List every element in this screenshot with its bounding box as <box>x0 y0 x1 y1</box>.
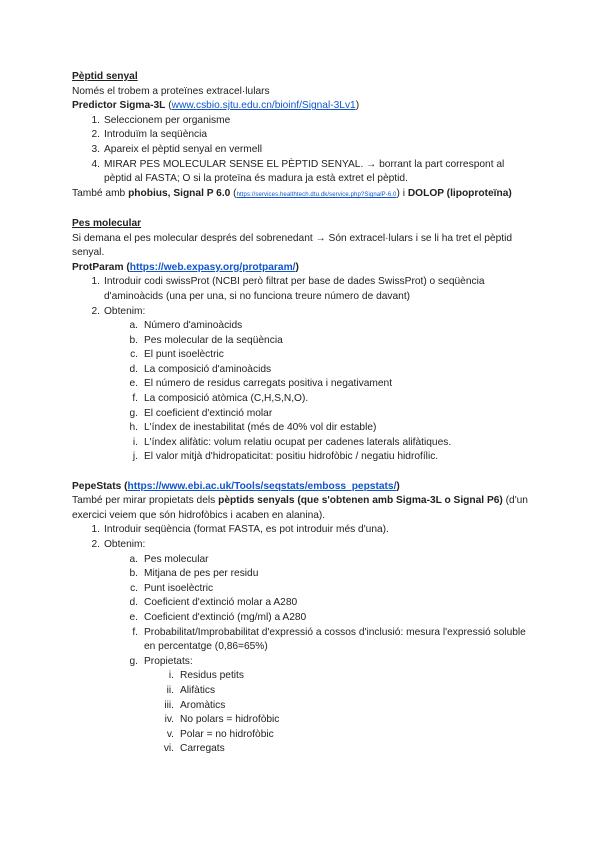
list-item: vi. Carregats <box>163 743 225 755</box>
list-item: j. El valor mitjà d'hidropaticitat: positiu hidrofòbic / negatiu hidrofílic. <box>132 451 439 463</box>
list-item: c. Punt isoelèctric <box>130 582 214 594</box>
list-item: 1. Introduir codi swissProt (NCBI però filtrat per base de dades SwissProt) o seqüència d'aminoàcids (una per una, si no funciona treure número de davant) <box>91 276 485 302</box>
mw-steps-list <box>72 275 534 319</box>
section-heading-molecular-weight: Pes molecular <box>72 217 142 229</box>
list-item: e. El número de residus carregats positiva i negativament <box>129 378 393 390</box>
mw-intro: Si demana el pes molecular després del sobrenedant → Són extracel·lulars i se li ha tret el pèptid senyal. <box>72 232 512 259</box>
list-item: 4. MIRAR PES MOLECULAR SENSE EL PÈPTID SENYAL. → borrant la part correspont al pèptid al FASTA; O si la proteïna és madura ja està extret el pèptid. <box>91 158 505 185</box>
mw-tool-line: ProtParam (https://web.expasy.org/protparam/) <box>72 261 299 273</box>
signal-tool-name: Predictor Sigma-3L <box>72 100 166 112</box>
list-item: b. Mitjana de pes per residu <box>129 568 259 580</box>
list-item: a. Pes molecular <box>129 553 209 565</box>
pepe-tool-line: PepeStats (https://www.ebi.ac.uk/Tools/seqstats/emboss_pepstats/) <box>72 480 400 492</box>
list-item: iv. No polars = hidrofòbic <box>164 714 280 726</box>
list-item: f. Probabilitat/Improbabilitat d'expressió a cossos d'inclusió: mesura l'expressió soluble en percentatge (0,86=65%) <box>132 626 526 653</box>
signal-tool-line: Predictor Sigma-3L (www.csbio.sjtu.edu.cn/bioinf/Signal-3Lv1) <box>72 100 360 112</box>
pepe-steps-list <box>72 523 534 552</box>
signal-also-last: DOLOP (lipoproteïna) <box>407 187 512 199</box>
list-item: c. El punt isoelèctric <box>130 349 224 361</box>
mw-tool-name: ProtParam <box>72 261 124 273</box>
list-item: b. Pes molecular de la seqüència <box>129 334 283 346</box>
pepe-tool-name: PepeStats <box>72 480 122 492</box>
list-item: 2. Obtenim: <box>91 539 146 550</box>
list-item: g. El coeficient d'extinció molar <box>129 407 273 419</box>
list-item: g. Propietats: <box>129 655 193 667</box>
signal-also-line: També amb phobius, Signal P 6.0 (https://services.healthtech.dtu.dk/service.php?SignalP-6.0) i DOLOP (lipoproteïna) <box>72 187 512 199</box>
list-item: a. Número d'aminoàcids <box>129 320 243 332</box>
list-item: i. L'índex alifàtic: volum relatiu ocupat per cadenes laterals alifàtiques. <box>132 436 452 448</box>
signalp-link[interactable]: https://services.healthtech.dtu.dk/service.php?SignalP-6.0 <box>236 191 397 198</box>
list-item: 1. Introduir seqüència (format FASTA, es pot introduir més d'una). <box>91 524 389 536</box>
signal-also-tools: phobius, Signal P 6.0 <box>128 187 231 199</box>
list-item: d. La composició d'aminoàcids <box>129 363 272 375</box>
list-item: e. Coeficient d'extinció (mg/ml) a A280 <box>129 611 307 623</box>
mw-results-list <box>72 319 534 465</box>
list-item: ii. Alifàtics <box>166 684 216 696</box>
pepe-results-list <box>72 553 534 670</box>
list-item: h. L'índex de inestabilitat (més de 40% vol dir estable) <box>129 422 377 434</box>
list-item: 2. Introduïm la seqüència <box>91 129 208 141</box>
list-item: v. Polar = no hidrofòbic <box>166 728 274 740</box>
list-item: f. La composició atòmica (C,H,S,N,O). <box>132 393 309 405</box>
list-item: 1. Seleccionem per organisme <box>91 114 231 126</box>
signal-intro: Només el trobem a proteïnes extracel·lulars <box>72 85 270 97</box>
signal-tool-link[interactable]: www.csbio.sjtu.edu.cn/bioinf/Signal-3Lv1 <box>171 100 356 112</box>
document-page <box>72 70 534 757</box>
list-item: d. Coeficient d'extinció molar a A280 <box>129 597 298 609</box>
pepe-intro: També per mirar propietats dels pèptids senyals (que s'obtenen amb Sigma-3L o Signal P6) (d'un exercici veiem que són hidrofòbics i acaben en alanina). <box>72 495 528 521</box>
protparam-link[interactable]: https://web.expasy.org/protparam/ <box>129 261 296 273</box>
list-item: i. Residus petits <box>168 670 244 682</box>
section-heading-signal-peptide: Pèptid senyal <box>72 71 138 82</box>
pepstats-link[interactable]: https://www.ebi.ac.uk/Tools/seqstats/emboss_pepstats/ <box>127 480 397 492</box>
pepe-properties-list <box>72 669 534 757</box>
signal-steps-list <box>72 114 534 187</box>
list-item: iii. Aromàtics <box>164 699 226 711</box>
list-item: 2. Obtenim: <box>91 305 146 317</box>
list-item: 3. Apareix el pèptid senyal en vermell <box>91 143 262 155</box>
